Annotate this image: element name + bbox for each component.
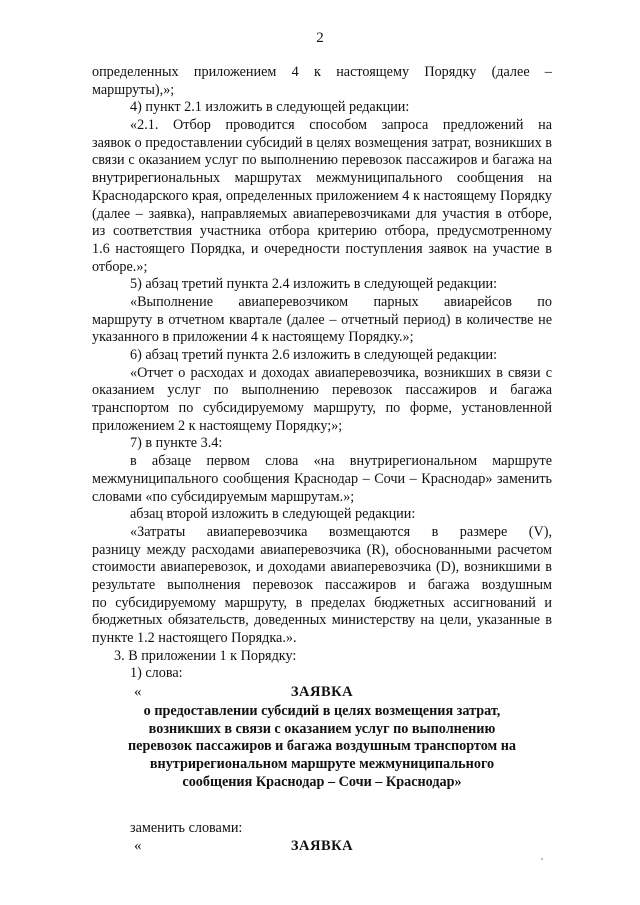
zayavka-subtitle-line: сообщения Краснодар – Сочи – Краснодар» <box>182 773 462 790</box>
text-line: бюджетных обязательств, доведенных министерству на цели, указанные в <box>92 612 552 629</box>
text-line: определенных приложением 4 к настоящему Порядку (далее – <box>92 64 552 80</box>
text-line: из соответствия участника отбора критерию отбора, предусмотренному <box>92 223 552 240</box>
zayavka-subtitle-line: о предоставлении субсидий в целях возмещения затрат, <box>143 703 501 720</box>
zayavka-title-2: ЗАЯВКА <box>290 838 354 855</box>
text-line: 7) в пункте 3.4: <box>130 435 223 452</box>
text-line: межмуниципального сообщения Краснодар – Сочи – Краснодар» заменить <box>92 470 552 487</box>
zayavka-subtitle-line: внутрирегиональном маршруте межмуниципального <box>149 756 495 773</box>
text-line: в абзаце первом слова «на внутрирегиональном маршруте <box>130 453 552 470</box>
text-line: пункте 1.2 настоящего Порядка.». <box>92 630 297 646</box>
text-line: стоимости авиаперевозок, и доходами авиаперевозчика (D), возникшими в <box>92 559 552 576</box>
zayavka-heading-row-2 <box>92 838 552 857</box>
zayavka-subtitle-line: возникших в связи с оказанием услуг по выполнению <box>148 720 496 737</box>
text-line: 5) абзац третий пункта 2.4 изложить в следующей редакции: <box>130 276 498 293</box>
zayavka-heading-row <box>92 684 552 703</box>
text-line: Краснодарского края, определенных приложением 4 к настоящему Порядку <box>92 187 552 204</box>
text-line: «Выполнение авиаперевозчиком парных авиарейсов по <box>130 293 552 310</box>
scan-speck <box>541 858 543 860</box>
text-line: 1.6 настоящего Порядка, и очередности поступления заявок на участие в <box>92 240 552 257</box>
text-line: 6) абзац третий пункта 2.6 изложить в следующей редакции: <box>130 347 498 363</box>
text-line: связи с оказанием услуг по выполнению перевозок пассажиров и багажа на <box>92 152 552 169</box>
document-body <box>92 64 552 857</box>
text-line: «Отчет о расходах и доходах авиаперевозчика, возникших в связи с <box>130 364 552 381</box>
text-line: 4) пункт 2.1 изложить в следующей редакции: <box>130 99 410 116</box>
text-line: 3. В приложении 1 к Порядку: <box>114 647 297 664</box>
text-line: абзац второй изложить в следующей редакции: <box>130 506 416 523</box>
text-line: маршруты),»; <box>92 81 175 98</box>
text-line: словами «по субсидируемым маршрутам.»; <box>92 488 355 505</box>
text-line: (далее – заявка), направляемых авиаперевозчиками для участия в отборе, <box>92 205 552 222</box>
text-line: транспортом по субсидируемому маршруту, по форме, установленной <box>92 400 552 417</box>
text-line: 1) слова: <box>130 665 183 682</box>
text-line: маршруту в отчетном квартале (далее – отчетный период) в количестве не <box>92 311 552 328</box>
page-number: 2 <box>316 30 324 46</box>
text-line: результате выполнения перевозок пассажиров и багажа воздушным <box>92 576 552 593</box>
zayavka-subtitle <box>92 703 552 791</box>
zayavka-title: ЗАЯВКА <box>290 684 354 701</box>
text-line: внутрирегиональных маршрутах межмуниципального сообщения на <box>92 170 552 187</box>
zayavka-subtitle-line: перевозок пассажиров и багажа воздушным транспортом на <box>127 738 517 755</box>
text-line: оказанием услуг по выполнению перевозок пассажиров и багажа <box>92 382 552 399</box>
text-line: «Затраты авиаперевозчика возмещаются в размере (V), <box>130 523 552 540</box>
text-line: отборе.»; <box>92 258 148 275</box>
open-quote-mark: « <box>134 684 142 701</box>
text-line: заявок о предоставлении субсидий в целях возмещения затрат, возникших в <box>92 134 552 151</box>
text-line: «2.1. Отбор проводится способом запроса предложений на <box>130 117 552 134</box>
text-line: по субсидируемому маршруту, в пределах бюджетных ассигнований и <box>92 594 552 611</box>
text-line: приложением 2 к настоящему Порядку;»; <box>92 417 343 434</box>
body-text <box>92 64 552 683</box>
replace-with-words: заменить словами: <box>130 819 243 836</box>
open-quote-mark-2: « <box>134 838 142 855</box>
text-line: разницу между расходами авиаперевозчика (R), обоснованными расчетом <box>92 541 552 558</box>
text-line: указанного в приложении 4 к настоящему Порядку.»; <box>92 329 414 346</box>
